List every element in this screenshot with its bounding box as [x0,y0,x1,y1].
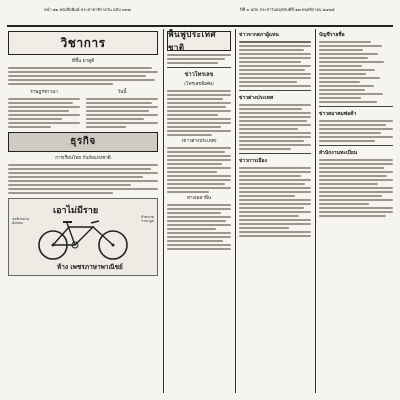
subhead-today: วันนี้ [117,89,127,95]
subhead-telegram: ข่าวโทรเลข [184,72,214,79]
subhead-farmers: ราษฎรชาวนา [30,89,58,95]
section-banner-business: ธุรกิจ [8,132,158,152]
section-banner-restore: ฟื้นฟูประเทศชาติ [167,31,231,51]
ad-headline: เอาไม่มีราย [53,205,99,216]
column-divider [315,29,316,393]
headline-list: บัญชีรายชื่อ [319,32,345,38]
masthead-left: หน้า ๑๒ หนังสือพิมพ์ ประชาชาติรายวัน ฉบับ ๓๓๗ [44,7,131,12]
headline-registry: สำนักงานทะเบียน [319,150,358,157]
ad-side-left: รถจักรยาน อังกฤษ [12,216,29,226]
subhead-telegram-special: (โทรเลขพิเศษ) [184,82,214,88]
bicycle-advertisement [8,198,158,276]
bicycle-icon [31,217,135,261]
ad-footer: ห้าง เพชรภาษาพาณิชย์ [57,262,123,271]
column-2 [167,29,231,393]
section-banner-wichakan: วิชาการ [8,31,158,55]
subhead-household: การเรือนไทย กับภัยแห่งชาติ [55,155,111,161]
column-3 [239,29,311,393]
masthead-right: ปีที่ ๓ ฉบับ ประจำวันพฤหัสบดีที่ ๑๗ พฤศจิกายน ๒๔๗๕ [240,7,335,12]
headline-politics: ข่าวการเมือง [239,158,268,165]
headline-foreign: ข่าวต่างประเทศ [239,95,274,102]
subhead-foreign: (ข่าวต่างประเทศ) [181,139,217,145]
newspaper-page [3,3,397,397]
two-column-article [8,87,158,130]
headline-merchants: ข่าวสมาคมพ่อค้า [319,110,357,117]
ad-side-right: จำหน่าย ราคาถูก [140,214,154,224]
column-4 [319,29,393,393]
masthead [8,7,392,25]
column-divider [235,29,236,393]
column-divider [163,29,164,393]
subhead-misc: ทางเพลาพืน [186,196,211,202]
column-1 [8,29,158,393]
headline-parliament: ข่าวจากสภาผู้แทน [239,32,279,38]
byline: ทีขึ้น มาดูดี [71,59,95,64]
masthead-rule [7,25,393,27]
